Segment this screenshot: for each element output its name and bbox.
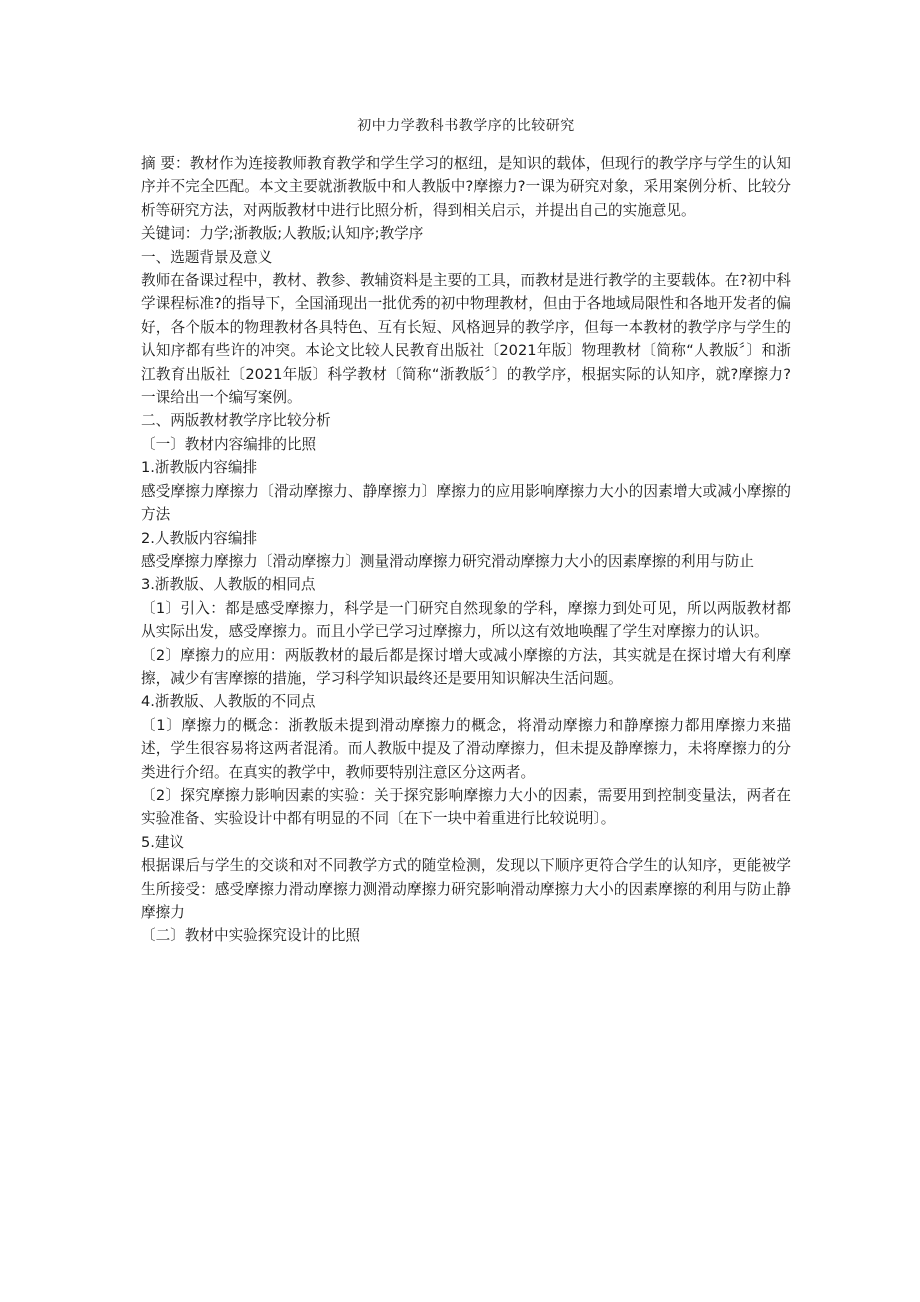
body-paragraph: 〔1〕引入：都是感受摩擦力，科学是一门研究自然现象的学科，摩擦力到处可见，所以两版教材都从实际出发，感受摩擦力。而且小学已学习过摩擦力，所以这有效地唤醒了学生对摩擦力的认识。 <box>141 599 791 641</box>
item-heading: 5.建议 <box>141 833 185 851</box>
item-heading: 4.浙教版、人教版的不同点 <box>141 693 316 711</box>
item-heading: 2.人教版内容编排 <box>141 529 258 547</box>
body-paragraph: 感受摩擦力摩擦力〔滑动摩擦力〕测量滑动摩擦力研究滑动摩擦力大小的因素摩擦的利用与防止 <box>141 552 754 570</box>
body-paragraph: 根据课后与学生的交谈和对不同教学方式的随堂检测，发现以下顺序更符合学生的认知序，更能被学生所接受：感受摩擦力滑动摩擦力测滑动摩擦力研究影响滑动摩擦力大小的因素摩擦的利用与防止静摩擦力 <box>141 857 791 921</box>
section-heading: 一、选题背景及意义 <box>141 248 273 266</box>
body-paragraph: 教师在备课过程中，教材、教参、教辅资料是主要的工具，而教材是进行教学的主要载体。在?初中科学课程标准?的指导下，全国涌现出一批优秀的初中物理教材，但由于各地域局限性和各地开发者的偏好，各个版本的物理教材各具特色、互有长短、风格迥异的教学序，但每一本教材的教学序与学生的认知序都有些许的冲突。本论文比较人民教育出版社〔2021年版〕物理教材〔简称“人教版〞〕和浙江教育出版社〔2021年版〕科学教材〔简称“浙教版〞〕的教学序，根据实际的认知序，就?摩擦力?一课给出一个编写案例。 <box>141 272 791 407</box>
item-heading: 3.浙教版、人教版的相同点 <box>141 576 316 594</box>
section-heading: 二、两版教材教学序比较分析 <box>141 412 331 430</box>
item-heading: 1.浙教版内容编排 <box>141 459 258 477</box>
document-page <box>141 114 791 948</box>
body-paragraph: 感受摩擦力摩擦力〔滑动摩擦力、静摩擦力〕摩擦力的应用影响摩擦力大小的因素增大或减小摩擦的方法 <box>141 482 791 524</box>
body-paragraph: 〔2〕探究摩擦力影响因素的实验：关于探究影响摩擦力大小的因素，需要用到控制变量法，两者在实验准备、实验设计中都有明显的不同〔在下一块中着重进行比较说明〕。 <box>141 786 791 828</box>
subsection-heading: 〔二〕教材中实验探究设计的比照 <box>141 927 360 945</box>
body-paragraph: 〔2〕摩擦力的应用：两版教材的最后都是探讨增大或减小摩擦的方法，其实就是在探讨增大有利摩擦，减少有害摩擦的措施，学习科学知识最终还是要用知识解决生活问题。 <box>141 646 791 687</box>
subsection-heading: 〔一〕教材内容编排的比照 <box>141 435 317 453</box>
abstract-paragraph: 摘 要：教材作为连接教师教育教学和学生学习的枢纽，是知识的载体，但现行的教学序与学生的认知序并不完全匹配。本文主要就浙教版中和人教版中?摩擦力?一课为研究对象，采用案例分析、比较分析等研究方法，对两版教材中进行比照分析，得到相关启示，并提出自己的实施意见。 <box>141 155 791 219</box>
body-paragraph: 〔1〕摩擦力的概念：浙教版未提到滑动摩擦力的概念，将滑动摩擦力和静摩擦力都用摩擦力来描述，学生很容易将这两者混淆。而人教版中提及了滑动摩擦力，但未提及静摩擦力，未将摩擦力的分类进行介绍。在真实的教学中，教师要特别注意区分这两者。 <box>141 716 791 781</box>
keywords-line: 关键词：力学;浙教版;人教版;认知序;教学序 <box>141 225 424 243</box>
document-title: 初中力学教科书教学序的比较研究 <box>357 118 575 134</box>
